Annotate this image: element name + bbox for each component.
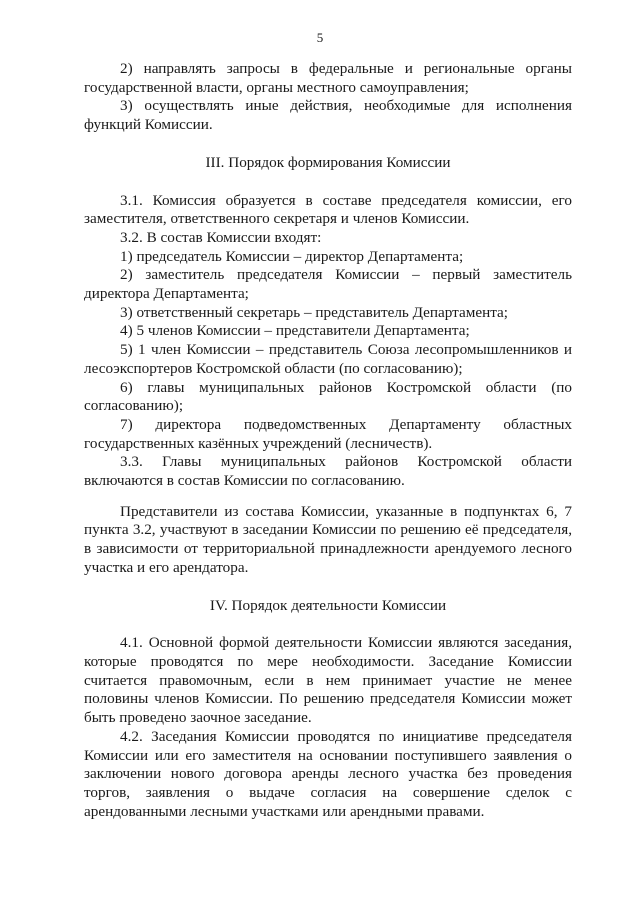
section-heading-3: III. Порядок формирования Комиссии	[205, 153, 451, 171]
paragraph-3-1: 3.1. Комиссия образуется в составе председателя комиссии, его заместителя, ответственного секретаря и членов Комиссии.	[84, 191, 572, 228]
list-item-3: 3) ответственный секретарь – представитель Департамента;	[120, 303, 509, 321]
list-item-7: 7) директора подведомственных Департаменту областных государственных казённых учреждений (лесничеств).	[84, 415, 572, 452]
list-item-2: 2) заместитель председателя Комиссии – первый заместитель директора Департамента;	[84, 266, 572, 303]
paragraph-item-3: 3) осуществлять иные действия, необходимые для исполнения функций Комиссии.	[84, 97, 572, 134]
paragraph-4-2: 4.2. Заседания Комиссии проводятся по инициативе председателя Комиссии или его заместителя на основании поступившего заявления о заключении нового договора аренды лесного участка без проведения торгов, заявления о выдаче согласия на совершение сделок с арендованными лесными участками или арендными правами.	[84, 727, 572, 820]
list-item-6: 6) главы муниципальных районов Костромской области (по согласованию);	[84, 378, 572, 415]
section-heading-4: IV. Порядок деятельности Комиссии	[209, 596, 447, 614]
paragraph-4-1: 4.1. Основной формой деятельности Комиссии являются заседания, которые проводятся по мере необходимости. Заседание Комиссии считается правомочным, если в нем принимает участие не менее половины членов Комиссии. По решению председателя Комиссии может быть проведено заочное заседание.	[84, 634, 572, 727]
paragraph-3-2: 3.2. В состав Комиссии входят:	[120, 228, 322, 246]
document-body	[84, 60, 572, 821]
list-item-4: 4) 5 членов Комиссии – представители Департамента;	[120, 322, 470, 340]
paragraph-3-3: 3.3. Главы муниципальных районов Костромской области включаются в состав Комиссии по согласованию.	[84, 453, 572, 490]
page-number: 5	[316, 30, 324, 45]
paragraph-representatives: Представители из состава Комиссии, указанные в подпунктах 6, 7 пункта 3.2, участвуют в заседании Комиссии по решению её председателя, в зависимости от территориальной принадлежности арендуемого лесного участка и его арендатора.	[84, 502, 572, 576]
list-item-5: 5) 1 член Комиссии – представитель Союза лесопромышленников и лесоэкспортеров Костромской области (по согласованию);	[84, 341, 572, 377]
list-item-1: 1) председатель Комиссии – директор Департамента;	[120, 247, 464, 265]
paragraph-item-2: 2) направлять запросы в федеральные и региональные органы государственной власти, органы местного самоуправления;	[84, 60, 572, 96]
